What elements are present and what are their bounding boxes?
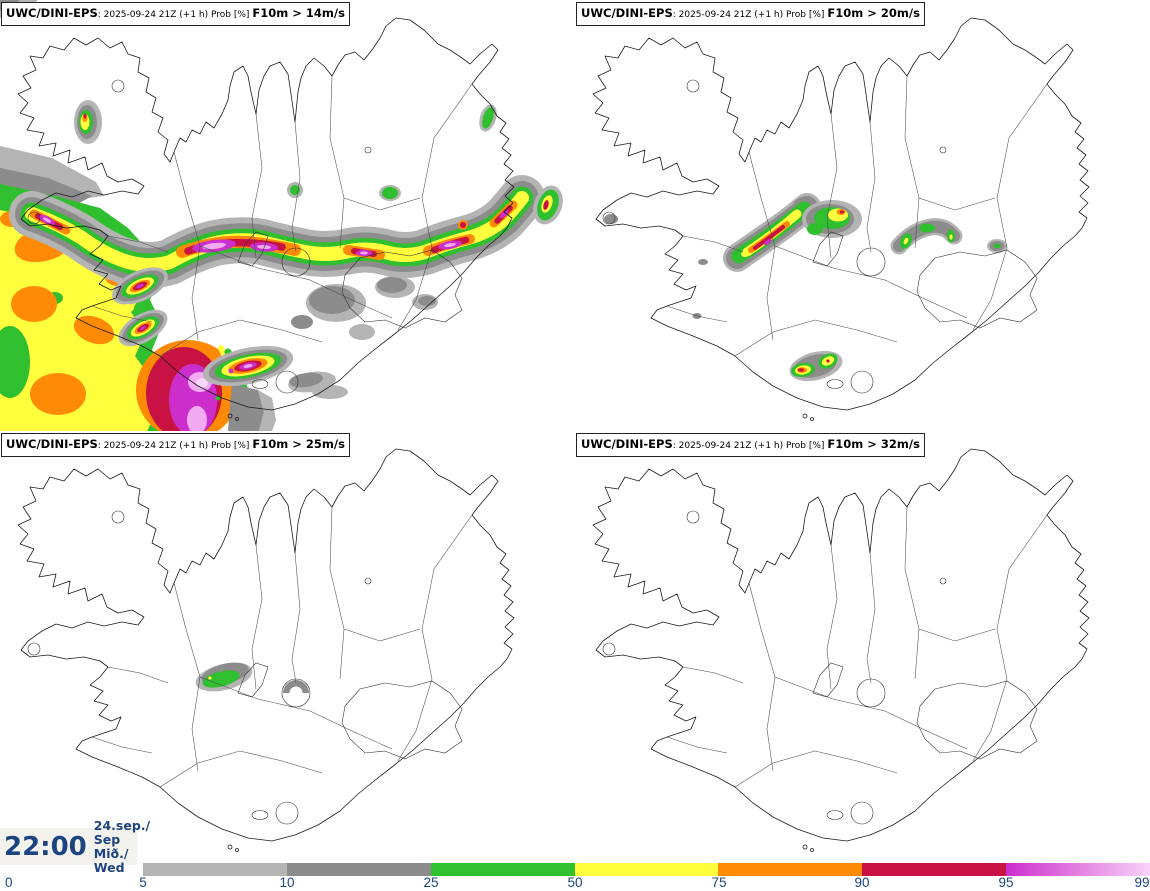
colorbar-tick-10: 10: [279, 875, 295, 890]
colorbar-segment-50-75: [575, 863, 719, 876]
map-svg-14ms: [0, 0, 575, 431]
map-panel-25ms: [0, 431, 575, 862]
probability-overlay-25ms: [193, 657, 309, 696]
valid-day-line: Mið./ Wed: [93, 845, 129, 875]
map-svg-32ms: [575, 431, 1150, 862]
colorbar-tick-25: 25: [423, 875, 439, 890]
threshold-label: F10m > 20m/s: [827, 6, 920, 20]
valid-date: [94, 819, 150, 875]
highland-arc-blob: [898, 224, 955, 251]
model-name: UWC/DINI-EPS: [581, 437, 673, 451]
colorbar-tick-95: 95: [998, 875, 1014, 890]
colorbar-tick-50: 50: [567, 875, 583, 890]
threshold-label: F10m > 32m/s: [827, 437, 920, 451]
colorbar-segment-5-10: [143, 863, 287, 876]
colorbar-tick-99: 99: [1134, 875, 1150, 890]
colorbar-tick-0: 0: [5, 875, 13, 890]
threshold-label: F10m > 14m/s: [252, 6, 345, 20]
run-info: : 2025-09-24 21Z (+1 h) Prob [%]: [672, 441, 825, 451]
run-info: : 2025-09-24 21Z (+1 h) Prob [%]: [97, 10, 250, 20]
panel-title-20ms: [576, 2, 925, 26]
model-name: UWC/DINI-EPS: [6, 437, 98, 451]
colorbar-segment-90-95: [862, 863, 1006, 876]
map-panel-14ms: [0, 0, 575, 431]
map-svg-25ms: [0, 431, 575, 862]
colorbar-tick-5: 5: [139, 875, 147, 890]
map-svg-20ms: [575, 0, 1150, 431]
run-info: : 2025-09-24 21Z (+1 h) Prob [%]: [97, 441, 250, 451]
colorbar-segment-95-99: [1006, 863, 1150, 876]
map-panel-20ms: [575, 0, 1150, 431]
colorbar-segment-10-25: [287, 863, 431, 876]
probability-overlay-14ms: [0, 0, 568, 431]
valid-date-line: 24.sep./ Sep: [93, 817, 151, 847]
model-name: UWC/DINI-EPS: [6, 6, 98, 20]
northern-band: [32, 198, 522, 265]
panel-title-14ms: [1, 2, 350, 26]
valid-time: 22:00: [4, 831, 87, 862]
colorbar-tick-75: 75: [711, 875, 727, 890]
colorbar-segment-75-90: [718, 863, 862, 876]
south-coast-blob: [786, 346, 845, 386]
threshold-label: F10m > 25m/s: [252, 437, 345, 451]
probability-overlay-20ms: [604, 197, 1007, 386]
run-info: : 2025-09-24 21Z (+1 h) Prob [%]: [672, 10, 825, 20]
valid-time-box: [0, 817, 151, 875]
map-panel-32ms: [575, 431, 1150, 862]
colorbar-segment-25-50: [431, 863, 575, 876]
panel-title-32ms: [576, 433, 925, 457]
highland-blob-main: [737, 197, 817, 258]
model-name: UWC/DINI-EPS: [581, 6, 673, 20]
colorbar-tick-90: 90: [854, 875, 870, 890]
panel-title-25ms: [1, 433, 350, 457]
